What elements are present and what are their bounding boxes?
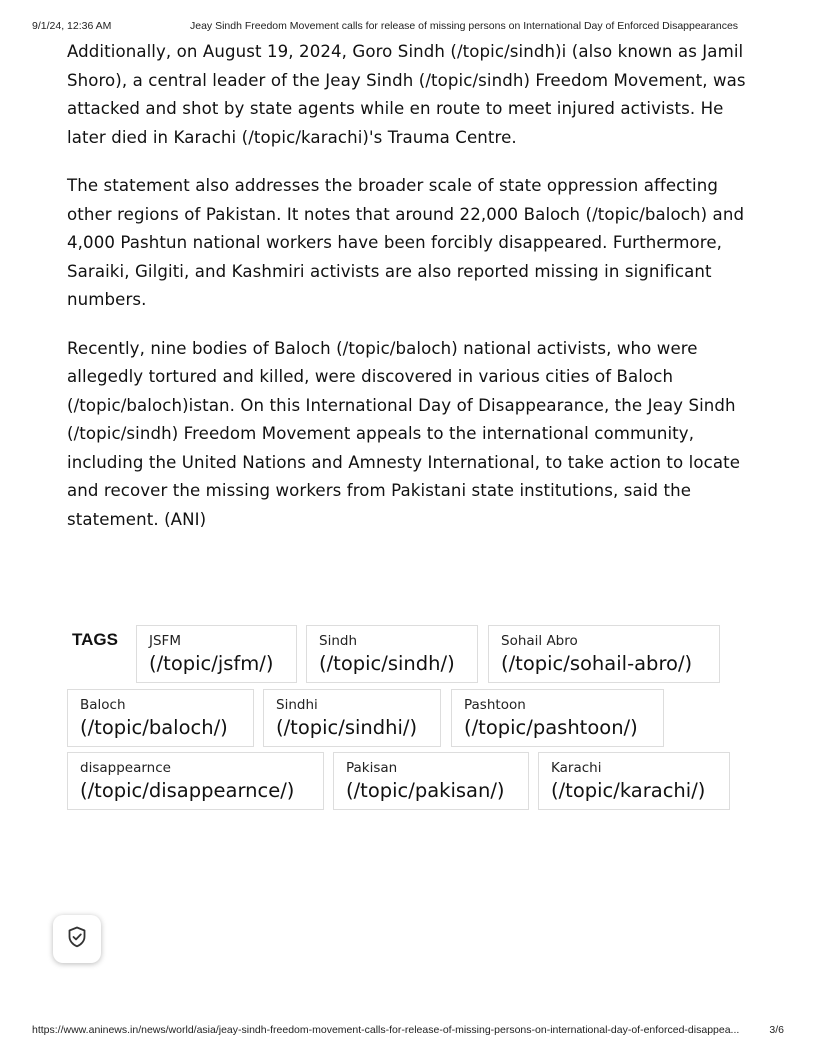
tag-link[interactable]: (/topic/karachi/)	[551, 779, 706, 802]
tag-pakisan[interactable]	[333, 752, 529, 810]
print-datetime: 9/1/24, 12:36 AM	[32, 20, 112, 32]
tag-name: disappearnce	[80, 760, 171, 776]
tag-sindh[interactable]	[306, 625, 478, 683]
tag-link[interactable]: (/topic/sindh/)	[319, 652, 455, 675]
tag-sohail-abro[interactable]	[488, 625, 720, 683]
article-paragraph: Additionally, on August 19, 2024, Goro Sindh (/topic/sindh)i (also known as Jamil Shoro), a central leader of the Jeay Sindh (/topic/sindh) Freedom Movement, was attacked and shot by state agents while en route to meet injured activists. He later died in Karachi (/topic/karachi)'s Trauma Centre.	[67, 42, 746, 147]
print-page-title: Jeay Sindh Freedom Movement calls for release of missing persons on International Day of Enforced Disappearances	[190, 20, 739, 32]
tag-baloch[interactable]	[67, 689, 254, 747]
tag-jsfm[interactable]	[136, 625, 297, 683]
shield-check-icon	[67, 926, 87, 952]
tag-link[interactable]: (/topic/disappearnce/)	[80, 779, 295, 802]
tag-name: Sindhi	[276, 697, 318, 713]
tag-name: Karachi	[551, 760, 602, 776]
tag-link[interactable]: (/topic/sohail-abro/)	[501, 652, 693, 675]
article-body	[67, 38, 747, 554]
tag-link[interactable]: (/topic/sindhi/)	[276, 716, 418, 739]
tag-name: Pashtoon	[464, 697, 526, 713]
print-footer	[32, 1024, 784, 1038]
page-number: 3/6	[769, 1024, 784, 1036]
tag-name: Baloch	[80, 697, 126, 713]
tag-link[interactable]: (/topic/pakisan/)	[346, 779, 505, 802]
tag-name: JSFM	[149, 633, 181, 649]
tag-disappearnce[interactable]	[67, 752, 324, 810]
tag-sindhi[interactable]	[263, 689, 441, 747]
tags-label: TAGS	[72, 630, 118, 649]
tag-name: Pakisan	[346, 760, 398, 776]
print-header	[32, 20, 784, 34]
tag-karachi[interactable]	[538, 752, 730, 810]
tag-link[interactable]: (/topic/jsfm/)	[149, 652, 274, 675]
tag-link[interactable]: (/topic/pashtoon/)	[464, 716, 638, 739]
tag-link[interactable]: (/topic/baloch/)	[80, 716, 228, 739]
privacy-shield-button[interactable]	[53, 915, 101, 963]
tag-pashtoon[interactable]	[451, 689, 664, 747]
print-url: https://www.aninews.in/news/world/asia/jeay-sindh-freedom-movement-calls-for-release-of-missing-persons-on-international-day-of-enforced-disappea...	[32, 1024, 740, 1036]
tag-name: Sindh	[319, 633, 358, 649]
article-paragraph: Recently, nine bodies of Baloch (/topic/baloch) national activists, who were allegedly tortured and killed, were discovered in various cities of Baloch (/topic/baloch)istan. On this International Day of Disappearance, the Jeay Sindh (/topic/sindh) Freedom Movement appeals to the international community, including the United Nations and Amnesty International, to take action to locate and recover the missing workers from Pakistani state institutions, said the statement. (ANI)	[67, 338, 741, 529]
tag-name: Sohail Abro	[501, 633, 578, 649]
article-paragraph: The statement also addresses the broader scale of state oppression affecting other regions of Pakistan. It notes that around 22,000 Baloch (/topic/baloch) and 4,000 Pashtun national workers have been forcibly disappeared. Furthermore, Saraiki, Gilgiti, and Kashmiri activists are also reported missing in significant numbers.	[67, 176, 745, 309]
